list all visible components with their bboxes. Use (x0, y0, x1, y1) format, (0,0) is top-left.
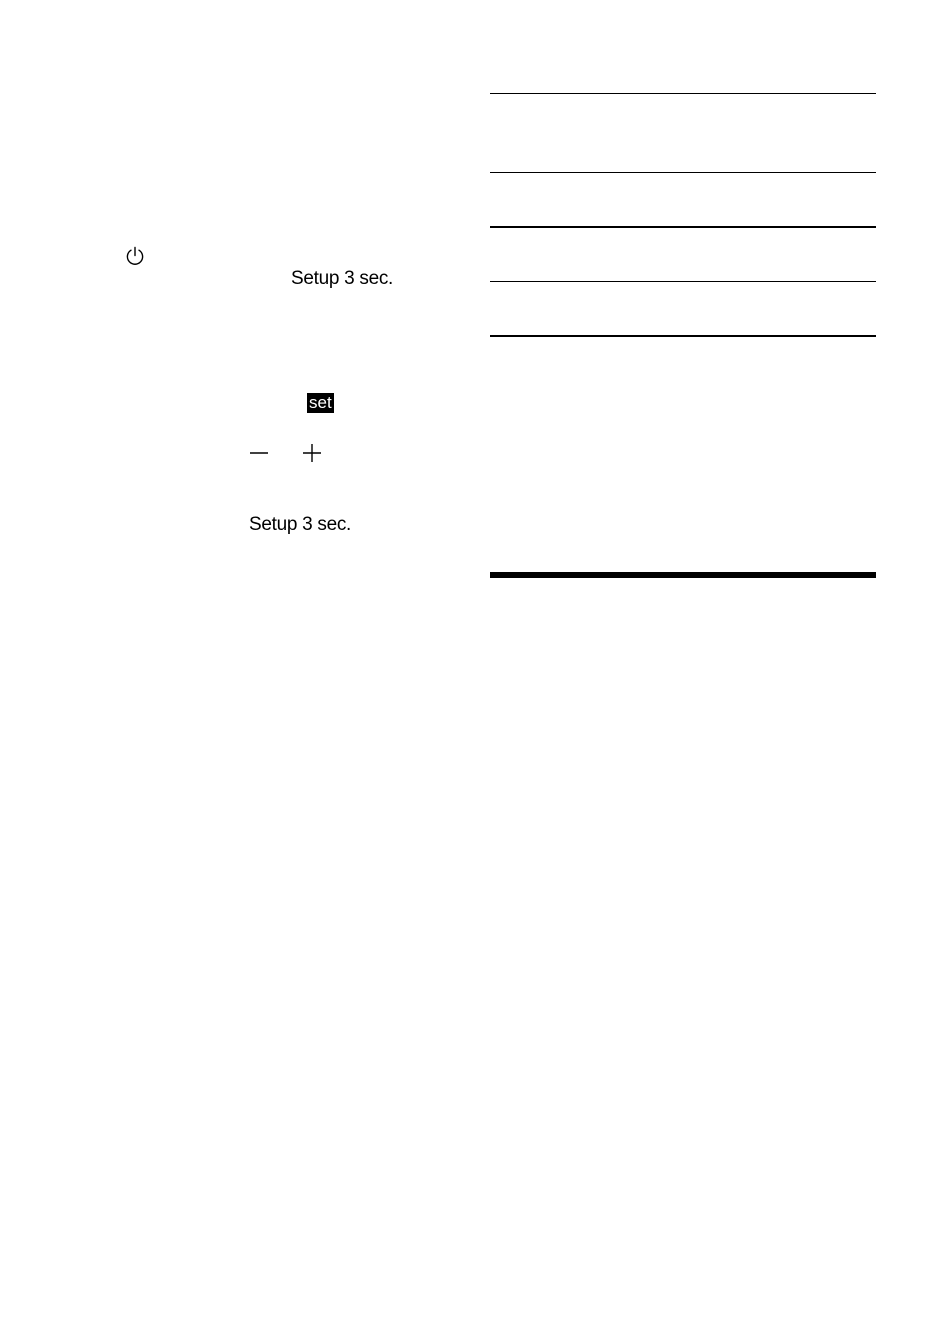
table-rule (490, 226, 876, 228)
table-rule (490, 172, 876, 173)
section-divider-thick (490, 572, 876, 578)
table-rule-bottom (490, 335, 876, 337)
setup-3-sec-label: Setup 3 sec. (291, 268, 394, 289)
table-rule-top (490, 93, 876, 94)
plus-icon (301, 443, 323, 463)
set-button-symbol: set (309, 393, 332, 412)
power-icon (124, 245, 146, 267)
setup-3-sec-label-second: Setup 3 sec. (249, 514, 352, 535)
table-rule (490, 281, 876, 282)
minus-icon (249, 443, 269, 463)
